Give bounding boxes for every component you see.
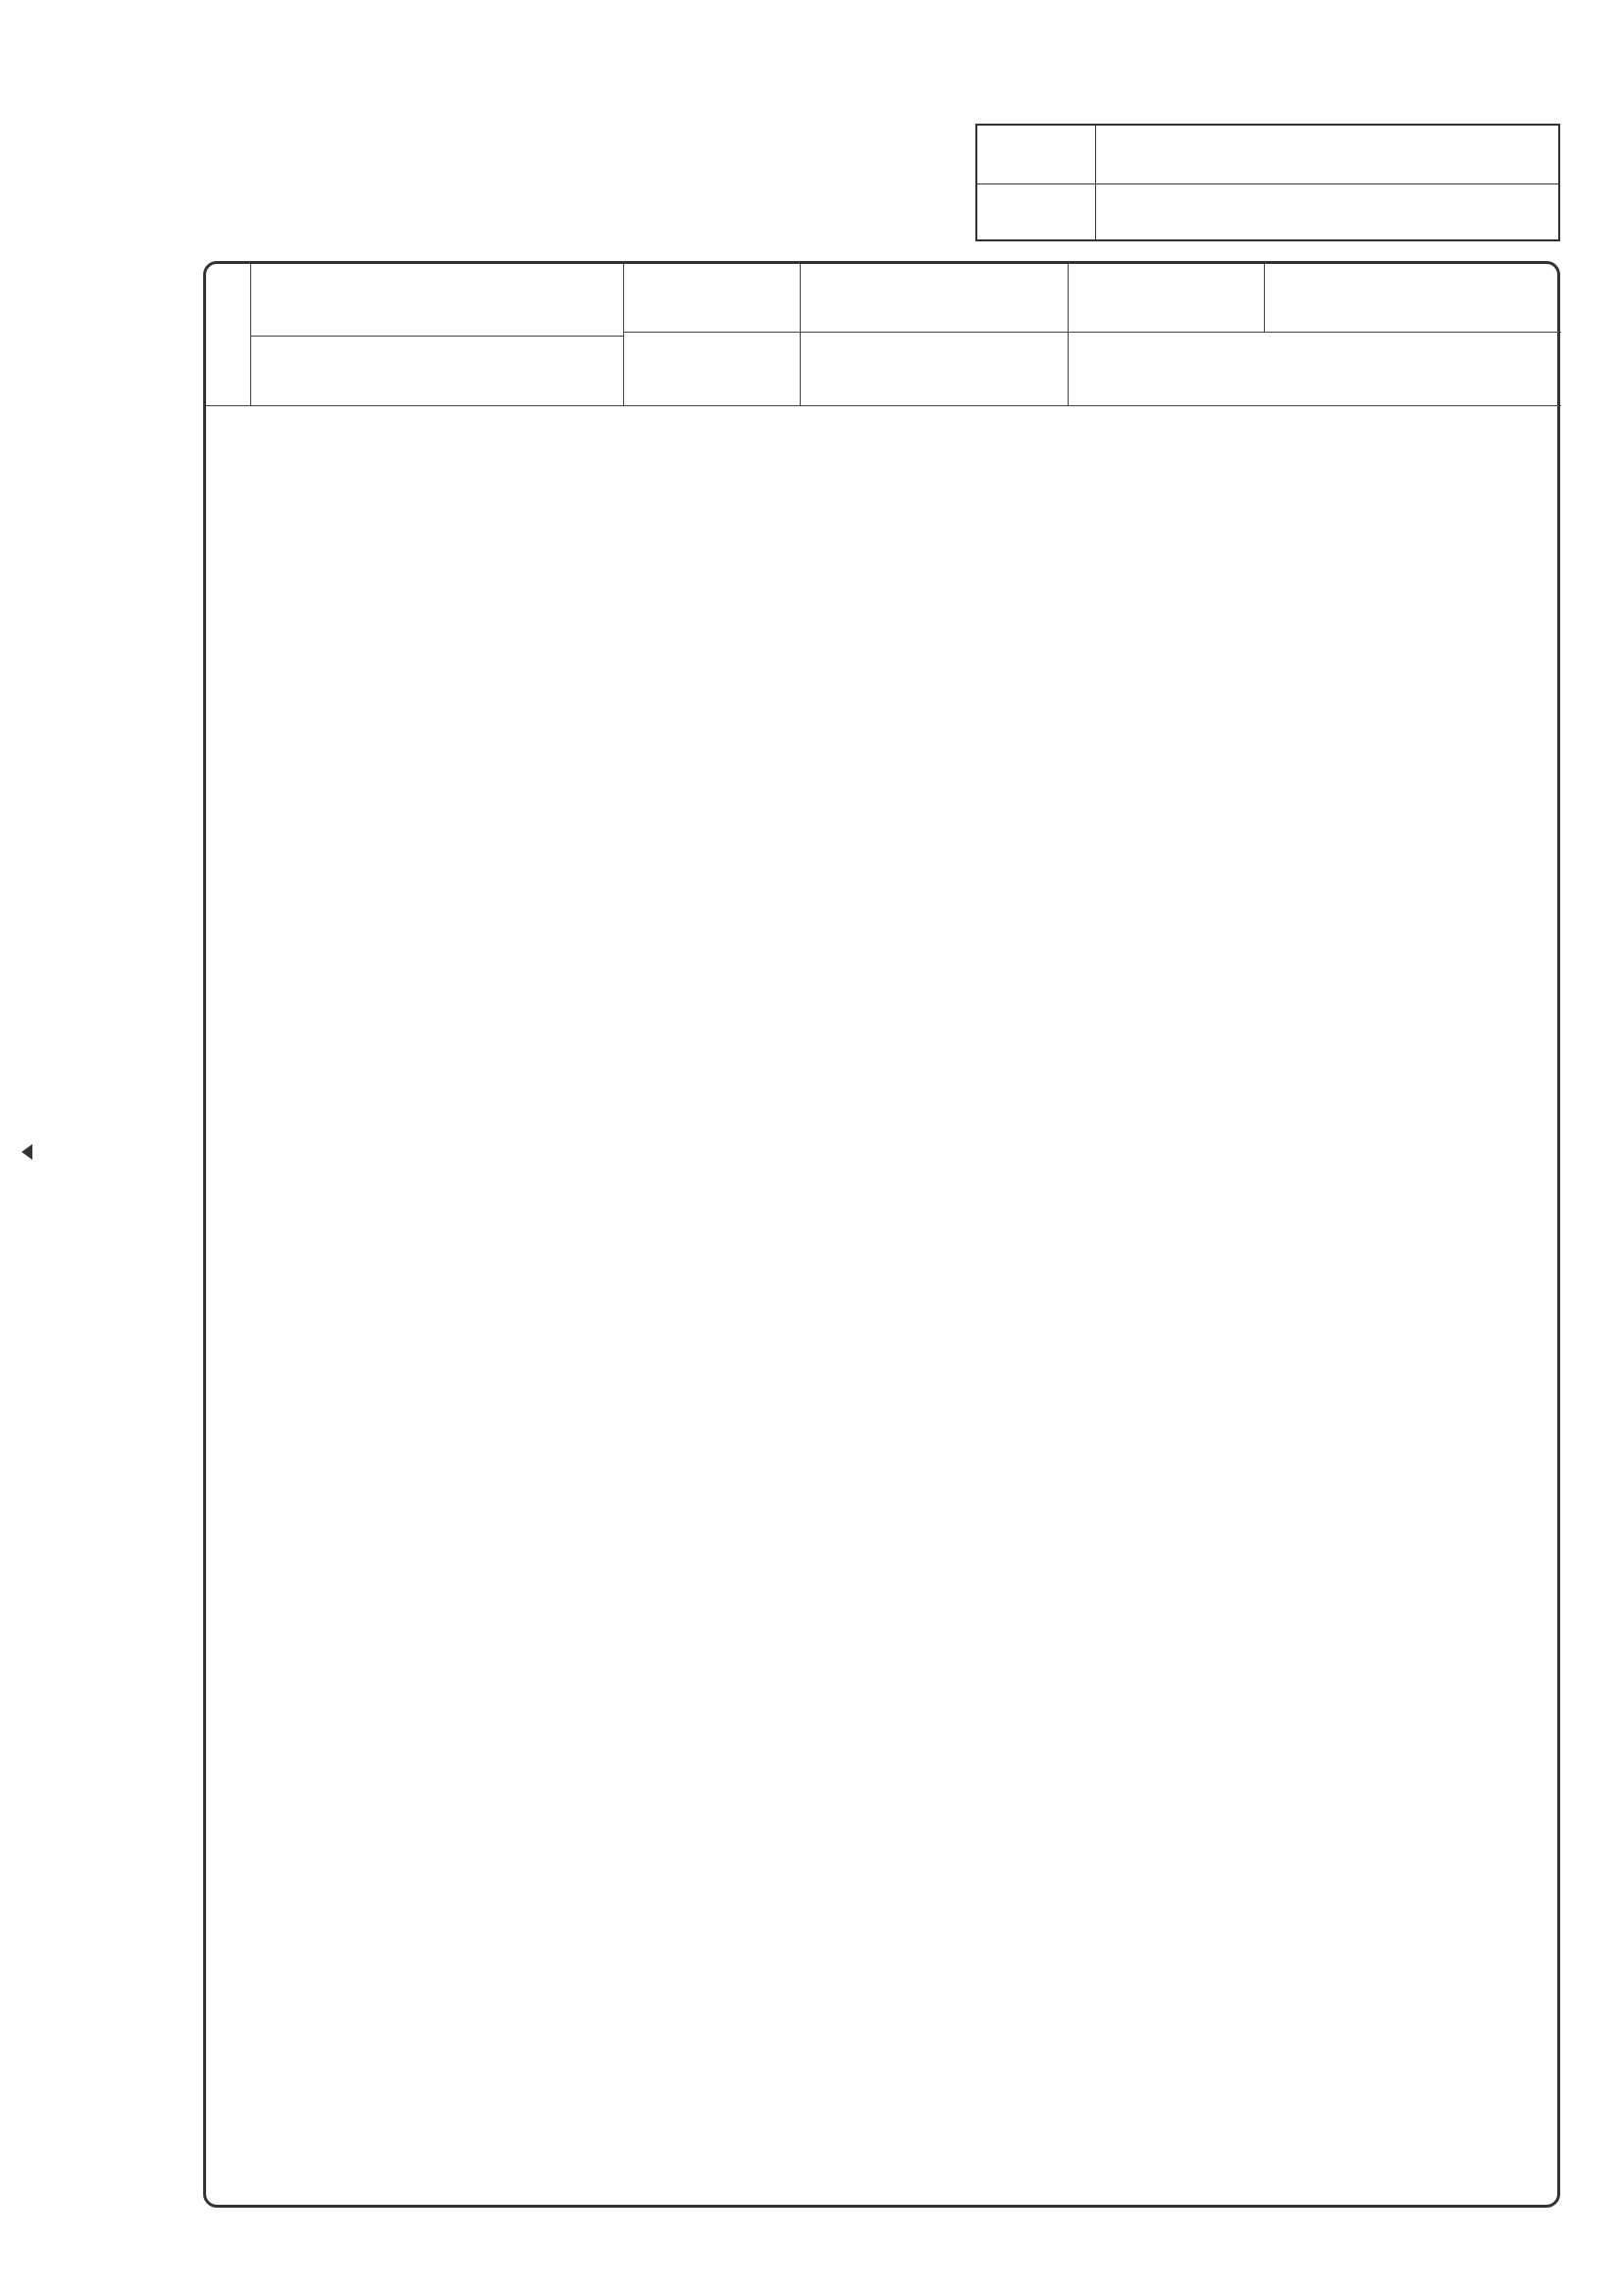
column-divider [1264,264,1265,332]
office-name-label [977,126,1096,183]
health-record-form [203,261,1560,2208]
left-arrow-marker [22,1144,32,1160]
person-block-bottom [206,405,1561,406]
birth-row-divider [623,332,1561,333]
footer-publisher [203,2225,221,2251]
column-divider [1068,264,1069,405]
office-location-row [977,183,1558,241]
office-box [975,124,1560,241]
name-row-divider [250,336,623,337]
office-location-field[interactable] [1096,183,1558,241]
office-name-row [977,126,1558,184]
column-divider [250,264,251,405]
column-divider [623,264,624,405]
office-location-label [977,183,1096,241]
office-name-field[interactable] [1096,126,1558,183]
column-divider [800,264,801,405]
